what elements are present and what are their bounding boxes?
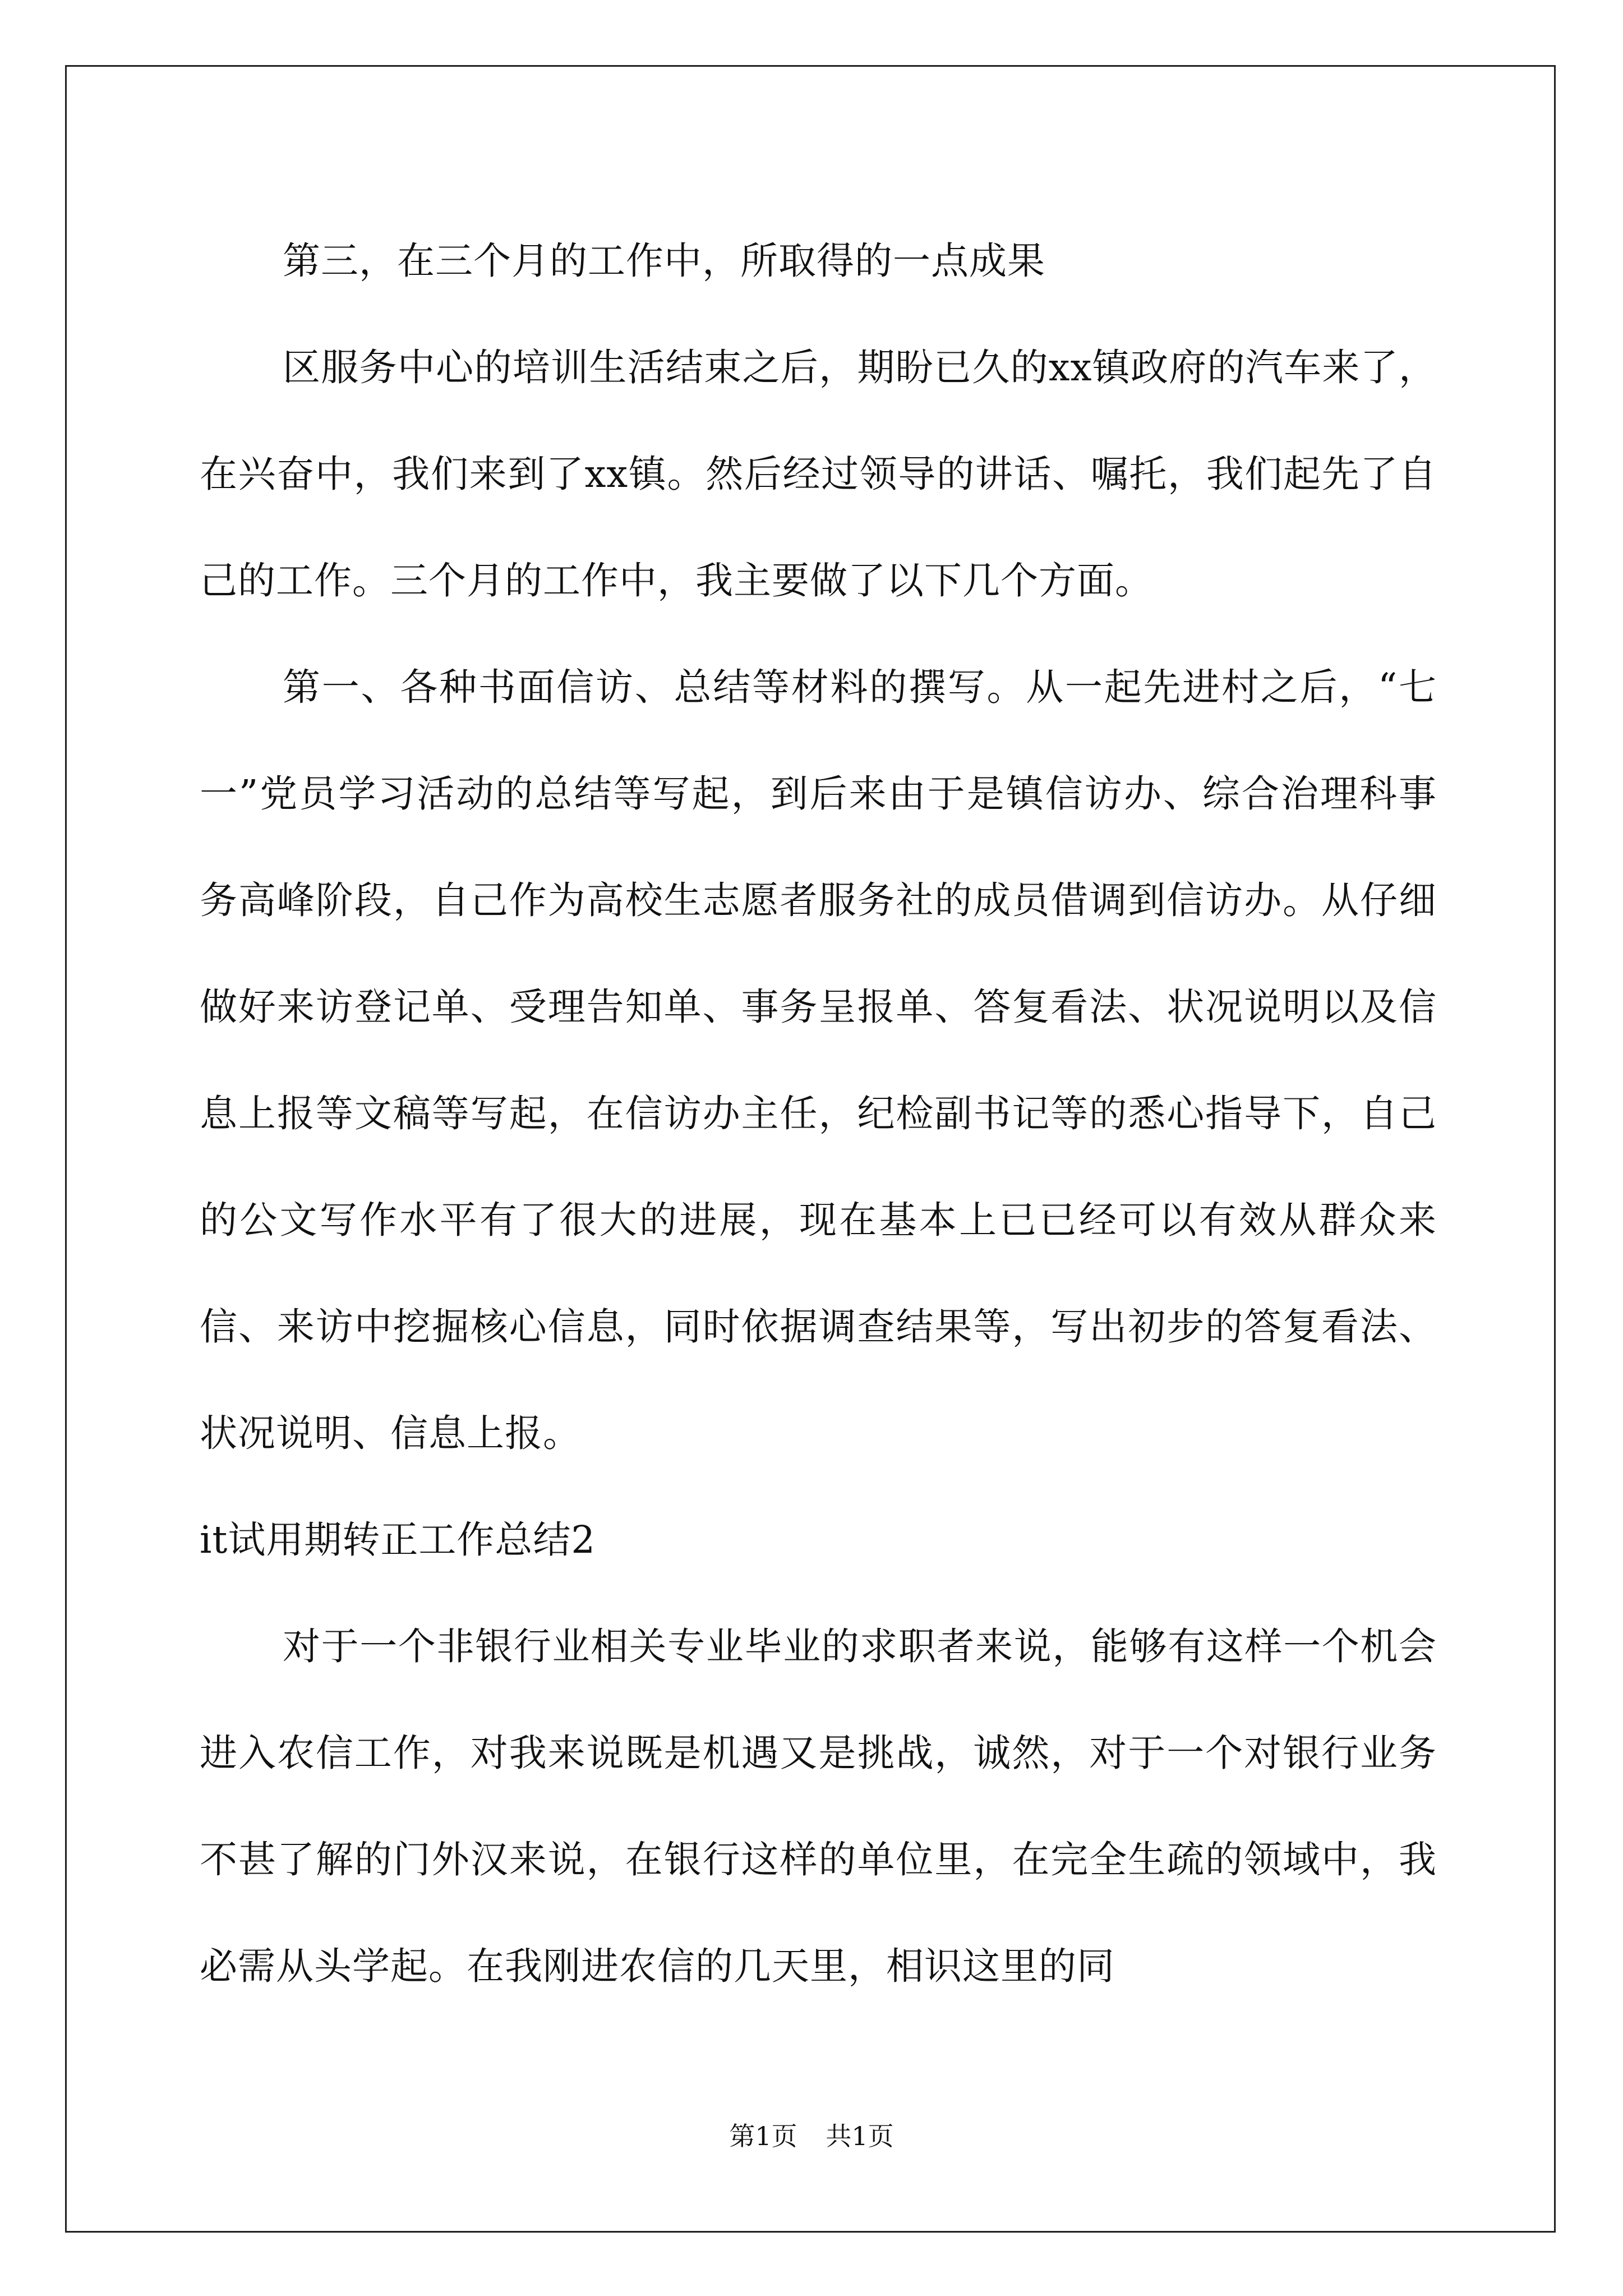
page-number: 第1页 <box>729 2121 797 2151</box>
paragraph-bank-intro: 对于一个非银行业相关专业毕业的求职者来说，能够有这样一个机会进入农信工作，对我来说既是机遇又是挑战，诚然，对于一个对银行业务不甚了解的门外汉来说，在银行这样的单位里，在完全生疏的领域中，我必需从头学起。在我刚进农信的几天里，相识这里的同 <box>200 1625 1437 1988</box>
paragraph-section-three-heading: 第三，在三个月的工作中，所取得的一点成果 <box>283 239 1045 283</box>
document-body <box>200 208 1437 2019</box>
page-total: 共1页 <box>826 2121 894 2151</box>
paragraph-arrival: 区服务中心的培训生活结束之后，期盼已久的xx镇政府的汽车来了，在兴奋中，我们来到了xx镇。然后经过领导的讲话、嘱托，我们起先了自己的工作。三个月的工作中，我主要做了以下几个方面。 <box>200 346 1437 602</box>
page-footer <box>0 2119 1623 2153</box>
paragraph-writing-work: 第一、各种书面信访、总结等材料的撰写。从一起先进村之后，“七一”党员学习活动的总结等写起，到后来由于是镇信访办、综合治理科事务高峰阶段，自己作为高校生志愿者服务社的成员借调到信访办。从仔细做好来访登记单、受理告知单、事务呈报单、答复看法、状况说明以及信息上报等文稿等写起，在信访办主任，纪检副书记等的悉心指导下，自己的公文写作水平有了很大的进展，现在基本上已已经可以有效从群众来信、来访中挖掘核心信息，同时依据调查结果等，写出初步的答复看法、状况说明、信息上报。 <box>200 665 1437 1455</box>
section-title: it试用期转正工作总结2 <box>200 1518 596 1562</box>
